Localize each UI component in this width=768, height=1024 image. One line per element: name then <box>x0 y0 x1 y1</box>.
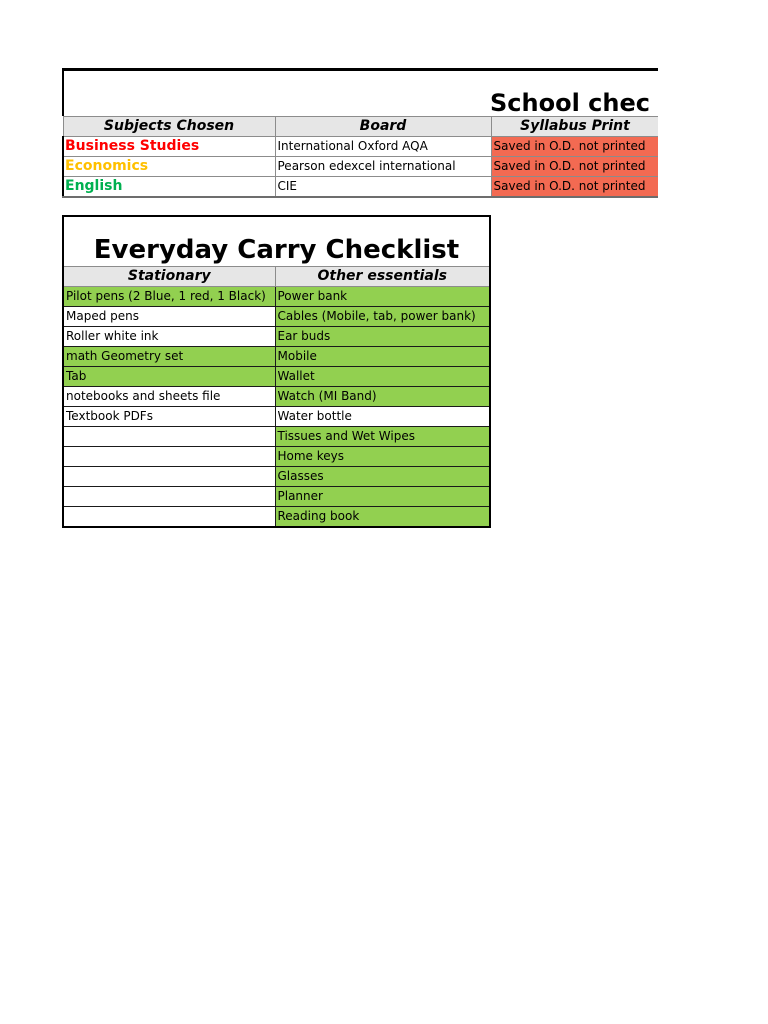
carry-checklist-header-row <box>64 267 489 286</box>
other-essential-text: Glasses <box>277 468 324 483</box>
stationary-item-cell[interactable] <box>64 326 275 346</box>
subject-text: English <box>65 178 123 194</box>
other-essential-text: Tissues and Wet Wipes <box>277 428 415 443</box>
stationary-item-cell[interactable] <box>64 486 275 506</box>
school-checklist-grid <box>62 116 658 198</box>
syllabus-status-cell[interactable] <box>491 157 658 177</box>
stationary-item-cell[interactable] <box>64 406 275 426</box>
subject-cell[interactable] <box>63 137 275 157</box>
syllabus-status-cell[interactable] <box>491 177 658 198</box>
board-text: Pearson edexcel international <box>277 159 456 173</box>
other-essential-cell[interactable] <box>275 406 489 426</box>
board-text: International Oxford AQA <box>277 139 428 153</box>
other-essential-cell[interactable] <box>275 366 489 386</box>
stationary-item-cell[interactable] <box>64 346 275 366</box>
board-cell[interactable] <box>275 157 491 177</box>
board-cell[interactable] <box>275 177 491 198</box>
stationary-item-cell[interactable] <box>64 426 275 446</box>
subject-cell[interactable] <box>63 177 275 198</box>
syllabus-status-text: Saved in O.D. not printed <box>493 159 646 173</box>
table-row <box>63 157 658 177</box>
table-row <box>64 486 489 506</box>
table-row <box>64 386 489 406</box>
table-row <box>63 137 658 157</box>
stationary-item-text: Textbook PDFs <box>66 408 153 423</box>
other-essential-cell[interactable] <box>275 346 489 366</box>
syllabus-status-cell[interactable] <box>491 137 658 157</box>
stationary-item-cell[interactable] <box>64 466 275 486</box>
school-checklist-title-row <box>62 68 658 116</box>
stationary-item-cell[interactable] <box>64 286 275 306</box>
other-essential-cell[interactable] <box>275 466 489 486</box>
carry-checklist-title-row <box>64 217 489 267</box>
carry-checklist-body <box>64 286 489 526</box>
subject-cell[interactable] <box>63 157 275 177</box>
stationary-item-text: math Geometry set <box>66 348 184 363</box>
other-essential-cell[interactable] <box>275 446 489 466</box>
other-essential-cell[interactable] <box>275 386 489 406</box>
board-text: CIE <box>277 179 297 193</box>
stationary-item-text: Pilot pens (2 Blue, 1 red, 1 Black) <box>66 288 266 303</box>
table-row <box>64 406 489 426</box>
header-board[interactable]: Board <box>275 117 491 137</box>
stationary-item-text: Roller white ink <box>66 328 159 343</box>
other-essential-text: Reading book <box>277 508 360 523</box>
table-row <box>64 506 489 526</box>
table-row <box>64 286 489 306</box>
other-essential-text: Home keys <box>277 448 345 463</box>
table-row <box>64 326 489 346</box>
carry-checklist-title: Everyday Carry Checklist <box>93 235 460 265</box>
board-cell[interactable] <box>275 137 491 157</box>
other-essential-text: Planner <box>277 488 323 503</box>
table-row <box>64 346 489 366</box>
school-checklist-table <box>62 68 658 198</box>
syllabus-status-text: Saved in O.D. not printed <box>493 179 646 193</box>
other-essential-text: Power bank <box>277 288 348 303</box>
other-essential-cell[interactable] <box>275 506 489 526</box>
everyday-carry-checklist-table <box>62 215 491 528</box>
table-row <box>64 446 489 466</box>
stationary-item-text: Maped pens <box>66 308 139 323</box>
table-row <box>64 306 489 326</box>
header-subjects-chosen[interactable]: Subjects Chosen <box>63 117 275 137</box>
other-essential-cell[interactable] <box>275 326 489 346</box>
stationary-item-cell[interactable] <box>64 366 275 386</box>
header-stationary[interactable]: Stationary <box>64 267 275 286</box>
table-row <box>64 466 489 486</box>
table-row <box>64 366 489 386</box>
other-essential-cell[interactable] <box>275 286 489 306</box>
other-essential-cell[interactable] <box>275 306 489 326</box>
other-essential-text: Mobile <box>277 348 317 363</box>
stationary-item-text: notebooks and sheets file <box>66 388 221 403</box>
other-essential-cell[interactable] <box>275 426 489 446</box>
other-essential-cell[interactable] <box>275 486 489 506</box>
stationary-item-text: Tab <box>66 368 87 383</box>
syllabus-status-text: Saved in O.D. not printed <box>493 139 646 153</box>
header-syllabus-print[interactable]: Syllabus Print <box>491 117 658 137</box>
header-other-essentials[interactable]: Other essentials <box>275 267 489 286</box>
table-row <box>63 177 658 198</box>
subject-text: Economics <box>65 158 149 174</box>
school-checklist-header-row <box>63 117 658 137</box>
other-essential-text: Water bottle <box>277 408 352 423</box>
other-essential-text: Wallet <box>277 368 315 383</box>
stationary-item-cell[interactable] <box>64 446 275 466</box>
stationary-item-cell[interactable] <box>64 386 275 406</box>
other-essential-text: Ear buds <box>277 328 331 343</box>
stationary-item-cell[interactable] <box>64 506 275 526</box>
table-row <box>64 426 489 446</box>
other-essential-text: Watch (MI Band) <box>277 388 377 403</box>
school-checklist-title: School chec <box>490 89 650 117</box>
stationary-item-cell[interactable] <box>64 306 275 326</box>
carry-checklist-grid <box>64 267 489 526</box>
subject-text: Business Studies <box>65 138 200 154</box>
other-essential-text: Cables (Mobile, tab, power bank) <box>277 308 476 323</box>
